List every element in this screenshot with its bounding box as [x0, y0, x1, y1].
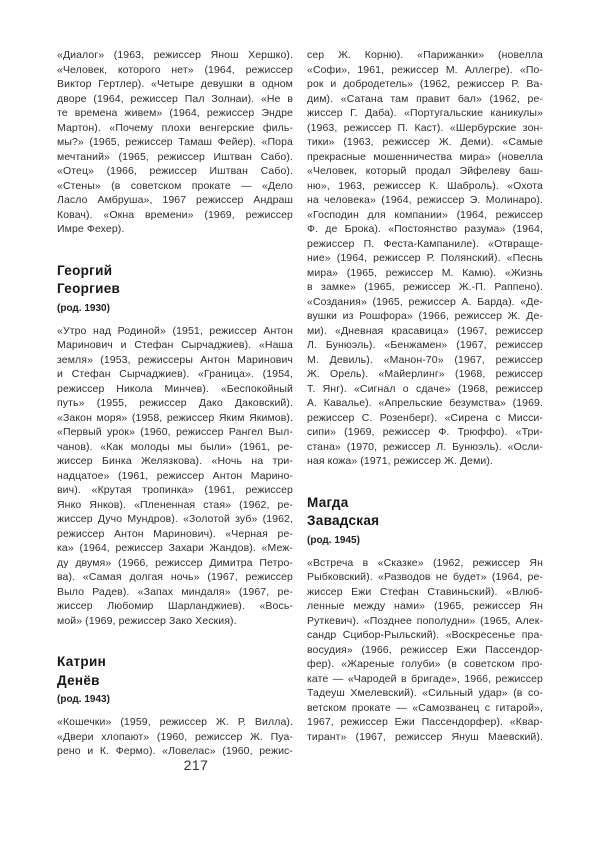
filmography-paragraph-deneuve-continued [307, 48, 543, 469]
text-line: «Первый урок» (1960, режиссер Рангел Выл- [57, 426, 293, 438]
text-line: А. Кавалье). «Апрельские безумства» (1969. [307, 397, 543, 409]
text-line: Ж. Орель). «Майерлинг» (1968, режиссер [307, 368, 543, 380]
text-line: дворе (1964, режиссер Пал Золнаи). «Не в [57, 92, 293, 105]
text-line: вич). «Крутая тропинка» (1961, режиссер [57, 484, 293, 496]
text-line: тики» (1963, режиссер Ж. Деми). «Самые [307, 136, 543, 148]
text-line: Ф. де Брока). «Постоянство разума» (1964, [307, 223, 543, 235]
text-line: Янко Янков). «Плененная стая» (1962, ре- [57, 498, 293, 511]
text-line: ние» (1964, режиссер Р. Полянский). «Песнь [307, 252, 543, 264]
text-line: жиссер Ежи Стефан Ставиньский). «Влюб- [307, 585, 543, 598]
text-line: прекрасные мошенничества мира» (новелла [307, 150, 543, 163]
text-line: сандр Сцибор-Рыльский). «Воскресенье пра- [307, 629, 543, 641]
text-line: «Человек, которого нет» (1964, режиссер [57, 63, 293, 76]
text-line: ва). «Самая долгая ночь» (1967, режиссер [57, 571, 293, 583]
text-line: сер Ж. Корню). «Парижанки» (новелла [307, 49, 543, 61]
text-line: мы?» (1965, режиссер Тамаш Фейер). «Пора [57, 136, 293, 148]
text-line: «Закон моря» (1958, режиссер Яким Якимов). [57, 411, 293, 424]
text-line: мой» (1969, режиссер Зако Хеския). [57, 614, 237, 627]
right-column [307, 48, 543, 759]
text-line: Выло Радев). «Запах миндаля» (1967, ре- [57, 585, 293, 598]
person-last-name: Георгиев [57, 281, 121, 296]
text-line: Имре Фехер). [57, 223, 125, 235]
person-last-name: Денёв [57, 672, 100, 688]
text-line: Мартон). «Почему плохи венгерские филь- [57, 121, 293, 134]
text-line: (1963, режиссер П. Каст). «Шербурские зон- [307, 121, 543, 134]
text-line: М. Девиль). «Манон-70» (1967, режиссер [307, 353, 543, 366]
text-line: вушки из Рошфора» (1966, режиссер Ж. Де- [307, 310, 543, 322]
text-line: в замке» (1965, режиссер Ж.-П. Раппено). [307, 281, 543, 293]
birth-year: (род. 1930) [57, 302, 110, 314]
filmography-paragraph-continued [57, 48, 293, 237]
text-line: ми). «Дневная красавица» (1967, режиссер [307, 324, 543, 337]
text-line: восудия» (1966, режиссер Ежи Пассендор- [307, 643, 543, 656]
text-line: кате — «Чародей в бригаде», 1966, режиссер [307, 672, 543, 685]
person-first-name: Георгий [57, 262, 113, 278]
text-line: «Софи», 1961, режиссер М. Аллегре). «По- [307, 63, 543, 76]
text-line: ная кожа» (1971, режиссер Ж. Деми). [307, 455, 494, 467]
text-line: дим). «Сатана там правит бал» (1962, ре- [307, 92, 543, 105]
text-line: жиссер Любомир Шарланджиев). «Вось- [57, 600, 293, 612]
text-line: чанов). «Как молоды мы были» (1961, ре- [57, 440, 293, 453]
text-line: «Человек, который продал Эйфелеву баш- [307, 165, 543, 177]
text-line: Маринович и Стефан Сырчаджиев). «Наша [57, 339, 293, 351]
text-line: фер). «Жареные голуби» (в советском про- [307, 658, 543, 670]
text-line: «Встреча в «Сказке» (1962, режиссер Ян [307, 556, 543, 569]
text-line: земля» (1953, режиссеры Антон Маринович [57, 353, 293, 366]
left-column [57, 48, 293, 759]
text-line: стана» (1970, режиссер Л. Бунюэль). «Осли- [307, 440, 543, 453]
text-line: Ласло Амбруша», 1967 режиссер Андраш [57, 194, 293, 206]
filmography-paragraph-deneuve-start [57, 715, 293, 759]
text-line: надцатое» (1961, режиссер Антон Марино- [57, 469, 293, 482]
text-line: ню», 1963, режиссер К. Шаброль). «Охота [307, 179, 543, 192]
person-first-name: Катрин [57, 654, 107, 669]
text-line: жиссер Г. Даба). «Португальские каникулы» [307, 107, 543, 119]
person-heading-georgiev [57, 262, 293, 315]
text-line: Тадеуш Хмелевский). «Сильный удар» (в со- [307, 687, 543, 699]
text-line: мечтаний» (1965, режиссер Иштван Сабо). [57, 150, 293, 163]
text-line: «Стены» (в советском прокате — «Дело [57, 179, 293, 192]
person-heading-zawadzka [307, 494, 543, 547]
text-line: Виктор Гертлер). «Четыре девушки в одном [57, 78, 293, 90]
text-line: «Утро над Родиной» (1951, режиссер Антон [57, 324, 293, 337]
text-line: «Господин для компании» (1964, режиссер [307, 208, 543, 221]
text-line: «Диалог» (1963, режиссер Янош Хершко). [57, 49, 293, 61]
text-line: ленные между нами» (1965, режиссер Ян [307, 600, 543, 612]
text-line: путь» (1955, режиссер Дако Даковский). [57, 397, 293, 409]
text-line: Руткевич). «Позднее пополудни» (1965, Алек- [307, 614, 543, 627]
text-line: режиссер С. Розенберг). «Сирена с Мисси- [307, 411, 543, 424]
text-line: «Двери хлопают» (1960, режиссер Ж. Пуа- [57, 730, 293, 743]
text-line: «Создания» (1965, режиссер А. Барда). «Де- [307, 295, 543, 308]
person-first-name: Магда [307, 494, 349, 510]
text-line: мира» (1965, режиссер М. Камю). «Жизнь [307, 266, 543, 279]
text-line: и Стефан Сырчаджиев). «Граница». (1954, [57, 368, 293, 380]
text-line: ду двумя» (1966, режиссер Димитра Петро- [57, 556, 293, 569]
text-columns [57, 48, 543, 759]
text-line: Рыбковский). «Разводов не будет» (1964, ре- [307, 571, 543, 583]
text-line: те времена живем» (1964, режиссер Эндре [57, 107, 293, 119]
text-line: Л. Бунюэль). «Бенжамен» (1967, режиссер [307, 339, 543, 351]
text-line: сипи» (1969, режиссер Ф. Трюффо). «Три- [307, 426, 543, 438]
text-line: рок и добродетель» (1962, режиссер Р. Ва- [307, 78, 543, 90]
birth-year: (род. 1945) [307, 534, 360, 546]
text-line: режиссер Антон Маринович). «Черная ре- [57, 527, 293, 540]
person-last-name: Завадская [307, 513, 380, 528]
text-line: 1967, режиссер Ежи Пассендорфер). «Квар- [307, 716, 543, 728]
text-line: режиссер П. Феста-Кампаниле). «Отвраще- [307, 237, 543, 250]
text-line: жиссер Бинка Желязкова). «Ночь на три- [57, 455, 293, 467]
text-line: жиссер Дучо Мундров). «Золотой зуб» (1962, [57, 513, 293, 525]
text-line: ка» (1964, режиссер Захари Жандов). «Меж- [57, 542, 293, 554]
text-line: Т. Янг). «Сигнал о сдаче» (1968, режиссер [307, 382, 543, 395]
filmography-paragraph-zawadzka [307, 556, 543, 745]
birth-year: (род. 1943) [57, 694, 110, 705]
text-line: рено и К. Фермо). «Ловелас» (1960, режис- [57, 745, 293, 757]
text-line: режиссер Никола Минчев). «Беспокойный [57, 382, 293, 395]
text-line: тирант» (1967, режиссер Януш Маевский). [307, 730, 543, 743]
page-number: 217 [183, 757, 209, 773]
text-line: «Кошечки» (1959, режиссер Ж. Р. Вилла). [57, 716, 293, 728]
text-line: «Отец» (1966, режиссер Иштван Сабо). [57, 165, 293, 177]
text-line: ветском прокате — «Самозванец с гитарой», [307, 701, 543, 714]
person-heading-deneuve [57, 653, 293, 706]
text-line: Ковач). «Окна времени» (1969, режиссер [57, 208, 293, 221]
filmography-paragraph-georgiev [57, 324, 293, 629]
text-line: на человека» (1964, режиссер Э. Молинаро). [307, 194, 543, 206]
